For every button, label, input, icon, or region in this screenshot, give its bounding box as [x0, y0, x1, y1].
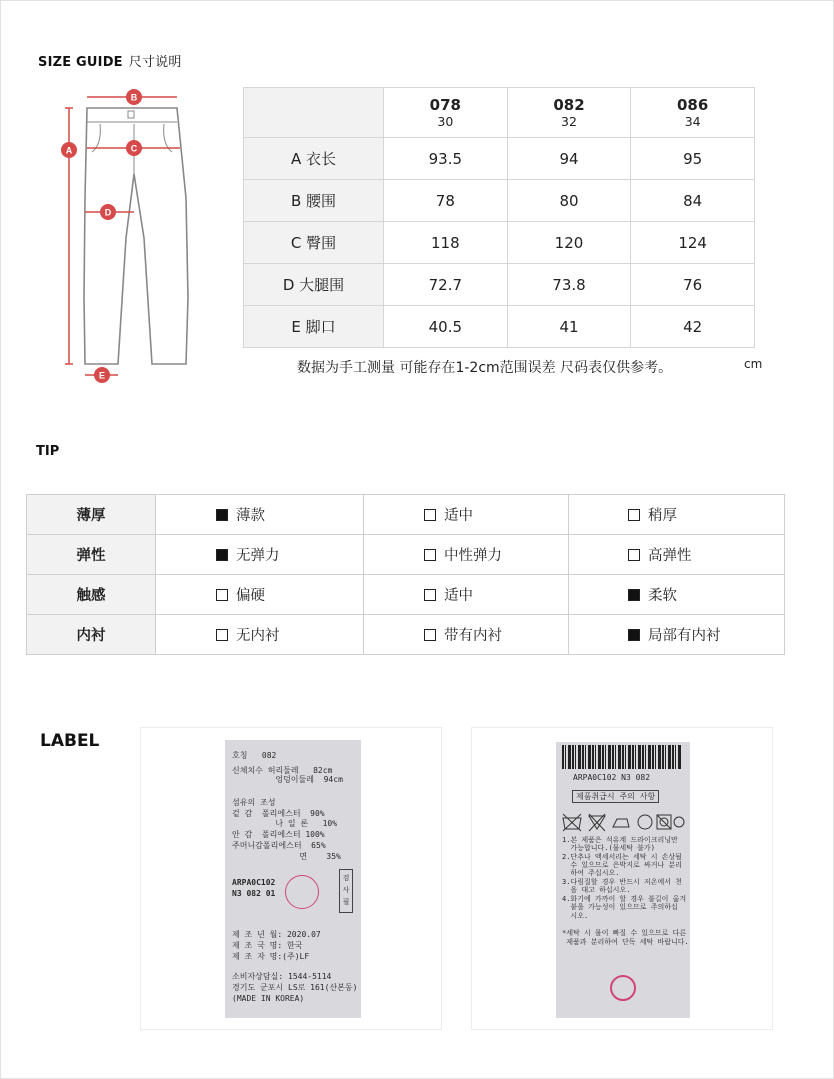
care-instruction: 하여 주십시오. [562, 869, 620, 877]
tag-line: 겉 감 폴리에스터 90% [232, 809, 325, 818]
size-table-row [244, 222, 755, 264]
label-title: LABEL [40, 731, 100, 751]
checkbox-empty [424, 629, 436, 641]
measurement-note: 数据为手工测量 可能存在1-2cm范围误差 尺码表仅供参考。 [297, 360, 673, 376]
care-instruction: 2.단추나 액세서리는 세탁 시 손상될 [562, 853, 682, 861]
size-cell: 73.8 [507, 264, 631, 306]
size-table-row [244, 306, 755, 348]
checkbox-empty [424, 509, 436, 521]
care-tag [556, 742, 690, 1018]
tag-line: 신체치수 허리둘레 82cm [232, 766, 333, 775]
size-table-row [244, 264, 755, 306]
care-tag-code: ARPA0C102 N3 082 [573, 773, 651, 782]
tag-line: 소비자상담실: 1544-5114 [232, 972, 332, 981]
tag-line: 면 35% [232, 852, 341, 861]
size-cell: 40.5 [384, 306, 508, 348]
size-table-row [244, 138, 755, 180]
tip-option: 稍厚 [569, 495, 785, 535]
tip-row [27, 495, 785, 535]
care-tag-heading: 제품취급시 주의 사항 [572, 790, 659, 803]
size-row-label: A 衣长 [244, 138, 384, 180]
tag-line: (MADE IN KOREA) [232, 994, 305, 1003]
inspection-seal-icon [285, 875, 319, 909]
marker-d-label: D [104, 207, 112, 218]
size-cell: 95 [631, 138, 755, 180]
tip-option: 柔软 [569, 575, 785, 615]
tip-option: 带有内衬 [364, 615, 569, 655]
brand-seal-icon [610, 975, 636, 1001]
size-cell: 76 [631, 264, 755, 306]
care-instruction: 4.화기에 가까이 할 경우 불길이 옮겨 [562, 895, 687, 903]
care-instruction: 제품과 분리하여 단독 세탁 바랍니다. [562, 938, 689, 946]
marker-e-label: E [98, 370, 106, 381]
size-cell: 94 [507, 138, 631, 180]
care-instruction: 붙을 가능성이 있으므로 주의하십 [562, 903, 678, 911]
inspection-box: 검사필 [339, 869, 353, 913]
pants-measurement-diagram [50, 78, 210, 388]
size-cell: 124 [631, 222, 755, 264]
tip-table [26, 494, 785, 655]
checkbox-checked [628, 589, 640, 601]
tip-row-label: 内衬 [27, 615, 156, 655]
checkbox-checked [216, 549, 228, 561]
tip-row [27, 535, 785, 575]
tag-line: 호칭 082 [232, 751, 277, 760]
size-table [243, 87, 755, 348]
size-cell: 120 [507, 222, 631, 264]
size-cell: 42 [631, 306, 755, 348]
tip-option: 适中 [364, 575, 569, 615]
size-table-corner [244, 88, 384, 138]
marker-b-label: B [130, 92, 138, 103]
size-cell: 72.7 [384, 264, 508, 306]
size-cell: 118 [384, 222, 508, 264]
tip-option: 高弹性 [569, 535, 785, 575]
tip-row-label: 薄厚 [27, 495, 156, 535]
care-symbols-icon [561, 812, 685, 832]
tip-option: 偏硬 [156, 575, 364, 615]
tip-option: 中性弹力 [364, 535, 569, 575]
tip-option: 局部有内衬 [569, 615, 785, 655]
tag-line: 엉덩이둘레 94cm [232, 775, 343, 784]
tip-option: 薄款 [156, 495, 364, 535]
checkbox-empty [628, 509, 640, 521]
checkbox-empty [628, 549, 640, 561]
size-col-header: 082 32 [507, 88, 631, 138]
size-cell: 84 [631, 180, 755, 222]
care-instruction: 3.다림질할 경우 반드시 저온에서 천 [562, 878, 682, 886]
size-cell: 78 [384, 180, 508, 222]
checkbox-checked [216, 509, 228, 521]
marker-c-label: C [130, 143, 138, 154]
size-tag [225, 740, 361, 1018]
tag-line: 제 조 자 명:(주)LF [232, 952, 310, 961]
size-table-row [244, 180, 755, 222]
checkbox-checked [628, 629, 640, 641]
tag-line: 제 조 국 명: 한국 [232, 941, 303, 950]
label-photo-size-tag [140, 727, 442, 1030]
barcode-icon [562, 745, 682, 769]
size-row-label: B 腰围 [244, 180, 384, 222]
checkbox-empty [216, 589, 228, 601]
tip-title: TIP [36, 444, 60, 459]
care-instruction: 시오. [562, 912, 589, 920]
unit-label: cm [744, 357, 763, 371]
tag-line: 나 일 론 10% [232, 819, 338, 828]
size-cell: 80 [507, 180, 631, 222]
tag-product-code: N3 082 01 [232, 889, 276, 898]
size-col-header: 086 34 [631, 88, 755, 138]
tip-row-label: 弹性 [27, 535, 156, 575]
size-row-label: D 大腿围 [244, 264, 384, 306]
tip-row [27, 575, 785, 615]
tip-option: 无内衬 [156, 615, 364, 655]
size-cell: 41 [507, 306, 631, 348]
size-col-header: 078 30 [384, 88, 508, 138]
care-instruction: 1.본 제품은 석유계 드라이크리닝만 [562, 836, 678, 844]
tag-line: 주머니감폴리에스터 65% [232, 841, 326, 850]
tag-line: 제 조 년 월: 2020.07 [232, 930, 321, 939]
tag-product-code: ARPA0C102 [232, 878, 276, 887]
tip-row-label: 触感 [27, 575, 156, 615]
label-photo-care-tag [471, 727, 773, 1030]
care-instruction: 수 있으므로 은박지로 싸거나 분리 [562, 861, 682, 869]
tag-line: 안 감 폴리에스터 100% [232, 830, 325, 839]
care-instruction: *세탁 시 물이 빠질 수 있으므로 다른 [562, 929, 687, 937]
size-guide-title-zh: 尺寸说明 [128, 55, 182, 70]
checkbox-empty [424, 589, 436, 601]
size-guide-title: SIZE GUIDE 尺寸说明 [38, 55, 182, 70]
tag-line: 섬유의 조성 [232, 798, 276, 807]
size-row-label: E 脚口 [244, 306, 384, 348]
marker-a-label: A [65, 145, 73, 156]
checkbox-empty [216, 629, 228, 641]
tip-option: 适中 [364, 495, 569, 535]
checkbox-empty [424, 549, 436, 561]
size-row-label: C 臀围 [244, 222, 384, 264]
care-instruction: 가능합니다.(물세탁 불가) [562, 844, 655, 852]
care-instruction: 을 대고 하십시오. [562, 886, 631, 894]
size-cell: 93.5 [384, 138, 508, 180]
tip-option: 无弹力 [156, 535, 364, 575]
size-table-header-row [244, 88, 755, 138]
tip-row [27, 615, 785, 655]
tag-line: 경기도 군포시 LS로 161(산본동) [232, 983, 358, 992]
